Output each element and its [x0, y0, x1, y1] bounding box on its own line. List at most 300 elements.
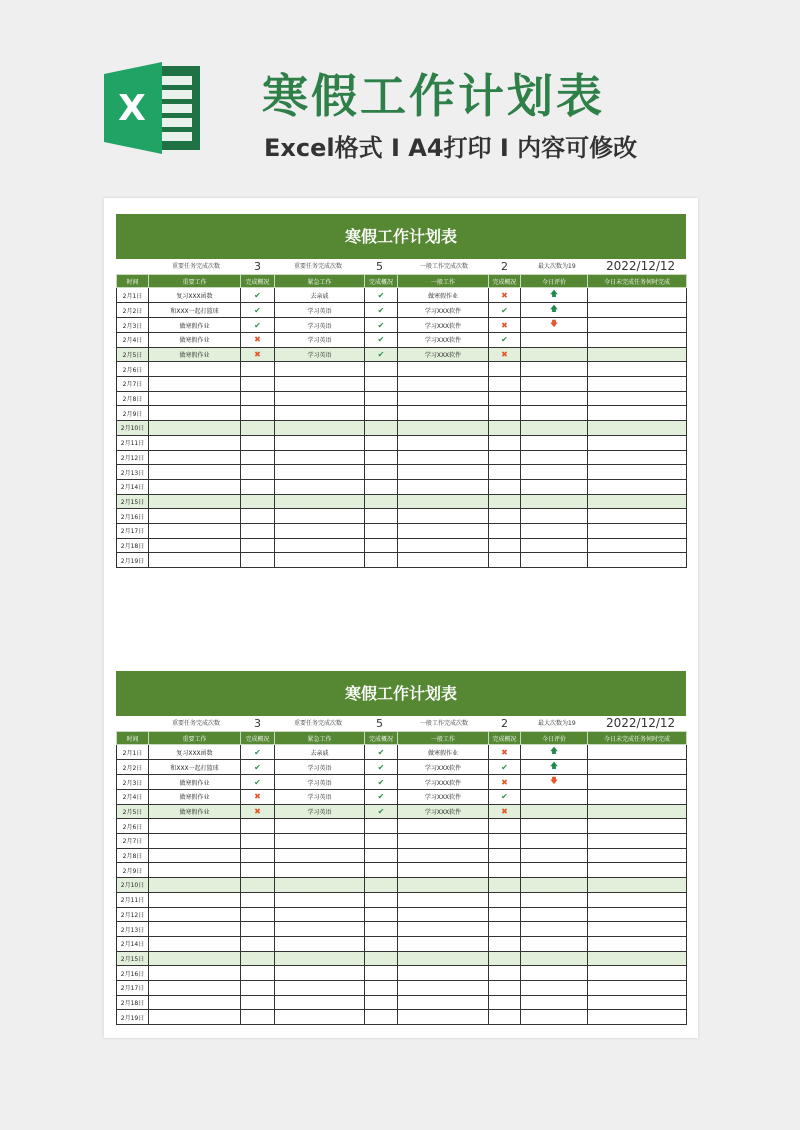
table-cell[interactable] — [275, 523, 365, 538]
table-cell[interactable] — [521, 421, 588, 436]
table-cell[interactable] — [365, 790, 398, 805]
table-cell[interactable] — [365, 804, 398, 819]
table-cell[interactable] — [588, 377, 687, 392]
table-cell[interactable] — [521, 922, 588, 937]
table-cell[interactable] — [521, 1010, 588, 1025]
table-cell[interactable]: 2月9日 — [117, 406, 149, 421]
table-cell[interactable] — [398, 523, 489, 538]
table-cell[interactable] — [521, 892, 588, 907]
table-cell[interactable]: 学习XXX软件 — [398, 775, 489, 790]
table-cell[interactable] — [398, 819, 489, 834]
table-cell[interactable] — [588, 995, 687, 1010]
table-cell[interactable] — [489, 538, 521, 553]
table-cell[interactable] — [365, 318, 398, 333]
table-cell[interactable] — [588, 745, 687, 760]
table-cell[interactable] — [588, 435, 687, 450]
table-cell[interactable] — [149, 907, 241, 922]
table-cell[interactable]: 2月4日 — [117, 790, 149, 805]
table-cell[interactable]: 做寒假作业 — [398, 288, 489, 303]
table-cell[interactable] — [365, 819, 398, 834]
table-cell[interactable] — [365, 834, 398, 849]
table-cell[interactable] — [275, 1010, 365, 1025]
table-cell[interactable] — [521, 465, 588, 480]
table-cell[interactable] — [489, 406, 521, 421]
table-cell[interactable] — [489, 775, 521, 790]
table-cell[interactable] — [275, 494, 365, 509]
table-cell[interactable] — [489, 465, 521, 480]
table-cell[interactable] — [521, 848, 588, 863]
table-cell[interactable] — [588, 966, 687, 981]
table-cell[interactable] — [489, 922, 521, 937]
table-cell[interactable] — [365, 347, 398, 362]
table-cell[interactable]: 学习XXX软件 — [398, 804, 489, 819]
table-cell[interactable] — [241, 863, 275, 878]
table-cell[interactable] — [588, 288, 687, 303]
table-cell[interactable] — [489, 479, 521, 494]
table-cell[interactable] — [149, 966, 241, 981]
table-cell[interactable] — [149, 538, 241, 553]
table-cell[interactable] — [149, 863, 241, 878]
table-cell[interactable] — [365, 479, 398, 494]
table-cell[interactable] — [588, 450, 687, 465]
table-cell[interactable] — [489, 347, 521, 362]
table-cell[interactable] — [521, 951, 588, 966]
table-cell[interactable] — [398, 494, 489, 509]
table-cell[interactable] — [489, 804, 521, 819]
table-cell[interactable] — [588, 936, 687, 951]
table-cell[interactable] — [275, 391, 365, 406]
table-cell[interactable]: 学习英语 — [275, 333, 365, 348]
table-cell[interactable] — [365, 421, 398, 436]
table-cell[interactable] — [398, 435, 489, 450]
table-cell[interactable] — [149, 494, 241, 509]
table-cell[interactable] — [365, 995, 398, 1010]
table-cell[interactable]: 做寒假作业 — [149, 804, 241, 819]
table-cell[interactable] — [521, 775, 588, 790]
table-cell[interactable] — [275, 922, 365, 937]
table-cell[interactable]: 2月6日 — [117, 362, 149, 377]
table-cell[interactable] — [365, 538, 398, 553]
table-cell[interactable] — [521, 745, 588, 760]
table-cell[interactable]: 做寒假作业 — [149, 333, 241, 348]
table-cell[interactable] — [365, 509, 398, 524]
table-cell[interactable]: 学习英语 — [275, 303, 365, 318]
table-cell[interactable] — [241, 834, 275, 849]
table-cell[interactable] — [365, 951, 398, 966]
table-cell[interactable]: 2月3日 — [117, 775, 149, 790]
table-cell[interactable] — [489, 790, 521, 805]
table-cell[interactable] — [521, 819, 588, 834]
table-cell[interactable] — [398, 377, 489, 392]
table-cell[interactable] — [521, 790, 588, 805]
table-cell[interactable]: 做寒假作业 — [149, 790, 241, 805]
table-cell[interactable] — [241, 538, 275, 553]
table-cell[interactable] — [398, 553, 489, 568]
table-cell[interactable]: 复习XXX函数 — [149, 745, 241, 760]
table-cell[interactable] — [275, 878, 365, 893]
table-cell[interactable]: 2月13日 — [117, 922, 149, 937]
table-cell[interactable] — [489, 951, 521, 966]
table-cell[interactable] — [398, 450, 489, 465]
table-cell[interactable] — [149, 951, 241, 966]
table-cell[interactable] — [275, 362, 365, 377]
table-cell[interactable] — [398, 980, 489, 995]
table-cell[interactable]: 2月2日 — [117, 760, 149, 775]
table-cell[interactable] — [398, 995, 489, 1010]
table-cell[interactable] — [241, 288, 275, 303]
table-cell[interactable]: 2月18日 — [117, 538, 149, 553]
table-cell[interactable] — [241, 450, 275, 465]
table-cell[interactable] — [275, 377, 365, 392]
table-cell[interactable] — [365, 494, 398, 509]
table-cell[interactable] — [489, 391, 521, 406]
table-cell[interactable] — [521, 523, 588, 538]
table-cell[interactable]: 去亲戚 — [275, 288, 365, 303]
table-cell[interactable] — [588, 980, 687, 995]
table-cell[interactable]: 和XXX一起打篮球 — [149, 303, 241, 318]
table-cell[interactable] — [365, 333, 398, 348]
table-cell[interactable] — [489, 980, 521, 995]
table-cell[interactable] — [588, 892, 687, 907]
table-cell[interactable] — [489, 362, 521, 377]
table-cell[interactable] — [241, 848, 275, 863]
table-cell[interactable] — [365, 966, 398, 981]
table-cell[interactable] — [489, 966, 521, 981]
table-cell[interactable] — [398, 421, 489, 436]
table-cell[interactable] — [588, 538, 687, 553]
table-cell[interactable] — [275, 892, 365, 907]
table-cell[interactable] — [489, 523, 521, 538]
table-cell[interactable] — [365, 760, 398, 775]
table-cell[interactable] — [588, 494, 687, 509]
table-cell[interactable] — [241, 819, 275, 834]
table-cell[interactable]: 2月12日 — [117, 450, 149, 465]
table-cell[interactable] — [149, 465, 241, 480]
table-cell[interactable] — [521, 303, 588, 318]
table-cell[interactable] — [149, 980, 241, 995]
table-cell[interactable] — [275, 421, 365, 436]
table-cell[interactable] — [365, 1010, 398, 1025]
table-cell[interactable] — [365, 745, 398, 760]
table-cell[interactable] — [241, 479, 275, 494]
table-cell[interactable]: 2月1日 — [117, 745, 149, 760]
table-cell[interactable] — [521, 450, 588, 465]
table-cell[interactable] — [365, 553, 398, 568]
table-cell[interactable]: 做寒假作业 — [149, 318, 241, 333]
table-cell[interactable] — [241, 553, 275, 568]
table-cell[interactable]: 2月17日 — [117, 523, 149, 538]
table-cell[interactable] — [489, 318, 521, 333]
table-cell[interactable] — [489, 907, 521, 922]
table-cell[interactable] — [241, 377, 275, 392]
table-cell[interactable] — [365, 980, 398, 995]
table-cell[interactable]: 2月13日 — [117, 465, 149, 480]
table-cell[interactable]: 2月17日 — [117, 980, 149, 995]
table-cell[interactable] — [398, 892, 489, 907]
table-cell[interactable] — [521, 406, 588, 421]
table-cell[interactable] — [521, 966, 588, 981]
table-cell[interactable] — [489, 878, 521, 893]
table-cell[interactable] — [365, 406, 398, 421]
table-cell[interactable] — [521, 907, 588, 922]
table-cell[interactable] — [149, 435, 241, 450]
table-cell[interactable] — [275, 863, 365, 878]
table-cell[interactable] — [241, 907, 275, 922]
table-cell[interactable] — [521, 494, 588, 509]
table-cell[interactable]: 学习英语 — [275, 775, 365, 790]
table-cell[interactable] — [398, 479, 489, 494]
table-cell[interactable]: 复习XXX函数 — [149, 288, 241, 303]
table-cell[interactable] — [241, 922, 275, 937]
table-cell[interactable] — [241, 760, 275, 775]
table-cell[interactable] — [489, 421, 521, 436]
table-cell[interactable] — [588, 318, 687, 333]
table-cell[interactable] — [241, 936, 275, 951]
table-cell[interactable] — [521, 318, 588, 333]
table-cell[interactable]: 2月18日 — [117, 995, 149, 1010]
table-cell[interactable] — [489, 435, 521, 450]
table-cell[interactable] — [275, 479, 365, 494]
table-cell[interactable] — [365, 848, 398, 863]
table-cell[interactable] — [588, 406, 687, 421]
table-cell[interactable] — [588, 804, 687, 819]
table-cell[interactable] — [365, 377, 398, 392]
table-cell[interactable] — [149, 834, 241, 849]
table-cell[interactable] — [365, 435, 398, 450]
table-cell[interactable] — [398, 465, 489, 480]
table-cell[interactable]: 学习XXX软件 — [398, 790, 489, 805]
table-cell[interactable] — [241, 995, 275, 1010]
table-cell[interactable] — [398, 834, 489, 849]
table-cell[interactable]: 学习英语 — [275, 804, 365, 819]
table-cell[interactable]: 2月6日 — [117, 819, 149, 834]
table-cell[interactable] — [275, 936, 365, 951]
table-cell[interactable] — [521, 936, 588, 951]
table-cell[interactable]: 2月8日 — [117, 391, 149, 406]
table-cell[interactable] — [398, 509, 489, 524]
table-cell[interactable] — [365, 391, 398, 406]
table-cell[interactable] — [521, 288, 588, 303]
table-cell[interactable] — [149, 819, 241, 834]
table-cell[interactable]: 学习英语 — [275, 760, 365, 775]
table-cell[interactable] — [149, 922, 241, 937]
table-cell[interactable] — [588, 760, 687, 775]
table-cell[interactable] — [398, 406, 489, 421]
table-cell[interactable] — [489, 288, 521, 303]
table-cell[interactable] — [149, 995, 241, 1010]
table-cell[interactable] — [149, 391, 241, 406]
table-cell[interactable] — [489, 892, 521, 907]
table-cell[interactable] — [241, 347, 275, 362]
table-cell[interactable] — [365, 465, 398, 480]
table-cell[interactable] — [588, 333, 687, 348]
table-cell[interactable] — [365, 288, 398, 303]
table-cell[interactable] — [521, 834, 588, 849]
table-cell[interactable] — [365, 936, 398, 951]
table-cell[interactable]: 学习XXX软件 — [398, 303, 489, 318]
table-cell[interactable] — [521, 760, 588, 775]
table-cell[interactable] — [588, 951, 687, 966]
table-cell[interactable] — [149, 450, 241, 465]
table-cell[interactable] — [365, 775, 398, 790]
table-cell[interactable] — [149, 848, 241, 863]
table-cell[interactable] — [365, 303, 398, 318]
table-cell[interactable]: 2月15日 — [117, 494, 149, 509]
table-cell[interactable] — [398, 848, 489, 863]
table-cell[interactable]: 学习XXX软件 — [398, 347, 489, 362]
table-cell[interactable] — [241, 494, 275, 509]
table-cell[interactable] — [149, 406, 241, 421]
table-cell[interactable] — [241, 775, 275, 790]
table-cell[interactable] — [489, 834, 521, 849]
table-cell[interactable] — [521, 980, 588, 995]
table-cell[interactable] — [398, 951, 489, 966]
table-cell[interactable]: 2月10日 — [117, 878, 149, 893]
table-cell[interactable] — [398, 538, 489, 553]
table-cell[interactable] — [149, 509, 241, 524]
table-cell[interactable] — [241, 804, 275, 819]
table-cell[interactable] — [365, 523, 398, 538]
table-cell[interactable] — [588, 819, 687, 834]
table-cell[interactable] — [241, 318, 275, 333]
table-cell[interactable]: 2月5日 — [117, 804, 149, 819]
table-cell[interactable] — [588, 509, 687, 524]
table-cell[interactable] — [241, 391, 275, 406]
table-cell[interactable] — [398, 907, 489, 922]
table-cell[interactable] — [241, 406, 275, 421]
table-cell[interactable] — [521, 509, 588, 524]
table-cell[interactable] — [588, 907, 687, 922]
table-cell[interactable] — [365, 922, 398, 937]
table-cell[interactable] — [521, 333, 588, 348]
table-cell[interactable] — [398, 922, 489, 937]
table-cell[interactable] — [398, 878, 489, 893]
table-cell[interactable] — [241, 980, 275, 995]
table-cell[interactable] — [365, 907, 398, 922]
table-cell[interactable]: 2月10日 — [117, 421, 149, 436]
table-cell[interactable] — [489, 509, 521, 524]
table-cell[interactable]: 做寒假作业 — [149, 347, 241, 362]
table-cell[interactable] — [489, 1010, 521, 1025]
table-cell[interactable] — [275, 509, 365, 524]
table-cell[interactable]: 学习XXX软件 — [398, 760, 489, 775]
table-cell[interactable] — [588, 790, 687, 805]
table-cell[interactable] — [489, 553, 521, 568]
table-cell[interactable] — [365, 878, 398, 893]
table-cell[interactable] — [241, 878, 275, 893]
table-cell[interactable] — [521, 377, 588, 392]
table-cell[interactable]: 2月11日 — [117, 892, 149, 907]
table-cell[interactable]: 2月7日 — [117, 377, 149, 392]
table-cell[interactable]: 做寒假作业 — [398, 745, 489, 760]
table-cell[interactable] — [241, 435, 275, 450]
table-cell[interactable] — [149, 479, 241, 494]
table-cell[interactable] — [489, 760, 521, 775]
table-cell[interactable]: 2月8日 — [117, 848, 149, 863]
table-cell[interactable]: 2月7日 — [117, 834, 149, 849]
table-cell[interactable] — [275, 834, 365, 849]
table-cell[interactable] — [275, 465, 365, 480]
table-cell[interactable]: 学习XXX软件 — [398, 333, 489, 348]
table-cell[interactable] — [241, 892, 275, 907]
table-cell[interactable] — [489, 450, 521, 465]
table-cell[interactable] — [275, 538, 365, 553]
table-cell[interactable] — [489, 863, 521, 878]
table-cell[interactable]: 2月16日 — [117, 509, 149, 524]
table-cell[interactable]: 学习XXX软件 — [398, 318, 489, 333]
table-cell[interactable]: 2月16日 — [117, 966, 149, 981]
table-cell[interactable] — [398, 936, 489, 951]
table-cell[interactable] — [149, 377, 241, 392]
table-cell[interactable] — [588, 848, 687, 863]
table-cell[interactable] — [275, 980, 365, 995]
table-cell[interactable] — [588, 465, 687, 480]
table-cell[interactable] — [275, 819, 365, 834]
table-cell[interactable] — [588, 1010, 687, 1025]
table-cell[interactable] — [398, 362, 489, 377]
table-cell[interactable] — [489, 819, 521, 834]
table-cell[interactable] — [241, 333, 275, 348]
table-cell[interactable] — [275, 406, 365, 421]
table-cell[interactable] — [588, 775, 687, 790]
table-cell[interactable]: 2月19日 — [117, 1010, 149, 1025]
table-cell[interactable] — [365, 863, 398, 878]
table-cell[interactable] — [275, 966, 365, 981]
table-cell[interactable] — [588, 922, 687, 937]
table-cell[interactable]: 2月14日 — [117, 479, 149, 494]
table-cell[interactable] — [588, 347, 687, 362]
table-cell[interactable] — [521, 995, 588, 1010]
table-cell[interactable] — [365, 450, 398, 465]
table-cell[interactable]: 2月2日 — [117, 303, 149, 318]
table-cell[interactable] — [398, 966, 489, 981]
table-cell[interactable]: 2月15日 — [117, 951, 149, 966]
table-cell[interactable]: 2月12日 — [117, 907, 149, 922]
table-cell[interactable] — [489, 333, 521, 348]
table-cell[interactable] — [275, 995, 365, 1010]
table-cell[interactable] — [521, 863, 588, 878]
table-cell[interactable] — [489, 848, 521, 863]
table-cell[interactable] — [588, 391, 687, 406]
table-cell[interactable] — [588, 479, 687, 494]
table-cell[interactable] — [365, 362, 398, 377]
table-cell[interactable] — [521, 804, 588, 819]
table-cell[interactable] — [489, 303, 521, 318]
table-cell[interactable] — [241, 1010, 275, 1025]
table-cell[interactable] — [275, 951, 365, 966]
table-cell[interactable] — [521, 878, 588, 893]
table-cell[interactable] — [588, 863, 687, 878]
table-cell[interactable] — [275, 553, 365, 568]
table-cell[interactable] — [149, 523, 241, 538]
table-cell[interactable] — [275, 848, 365, 863]
table-cell[interactable] — [241, 523, 275, 538]
table-cell[interactable] — [241, 421, 275, 436]
table-cell[interactable] — [149, 421, 241, 436]
table-cell[interactable] — [241, 509, 275, 524]
table-cell[interactable] — [588, 421, 687, 436]
table-cell[interactable] — [588, 878, 687, 893]
table-cell[interactable] — [489, 377, 521, 392]
table-cell[interactable] — [241, 966, 275, 981]
table-cell[interactable] — [275, 435, 365, 450]
table-cell[interactable] — [241, 951, 275, 966]
table-cell[interactable] — [241, 362, 275, 377]
table-cell[interactable]: 去亲戚 — [275, 745, 365, 760]
table-cell[interactable] — [149, 878, 241, 893]
table-cell[interactable] — [521, 538, 588, 553]
table-cell[interactable] — [521, 553, 588, 568]
